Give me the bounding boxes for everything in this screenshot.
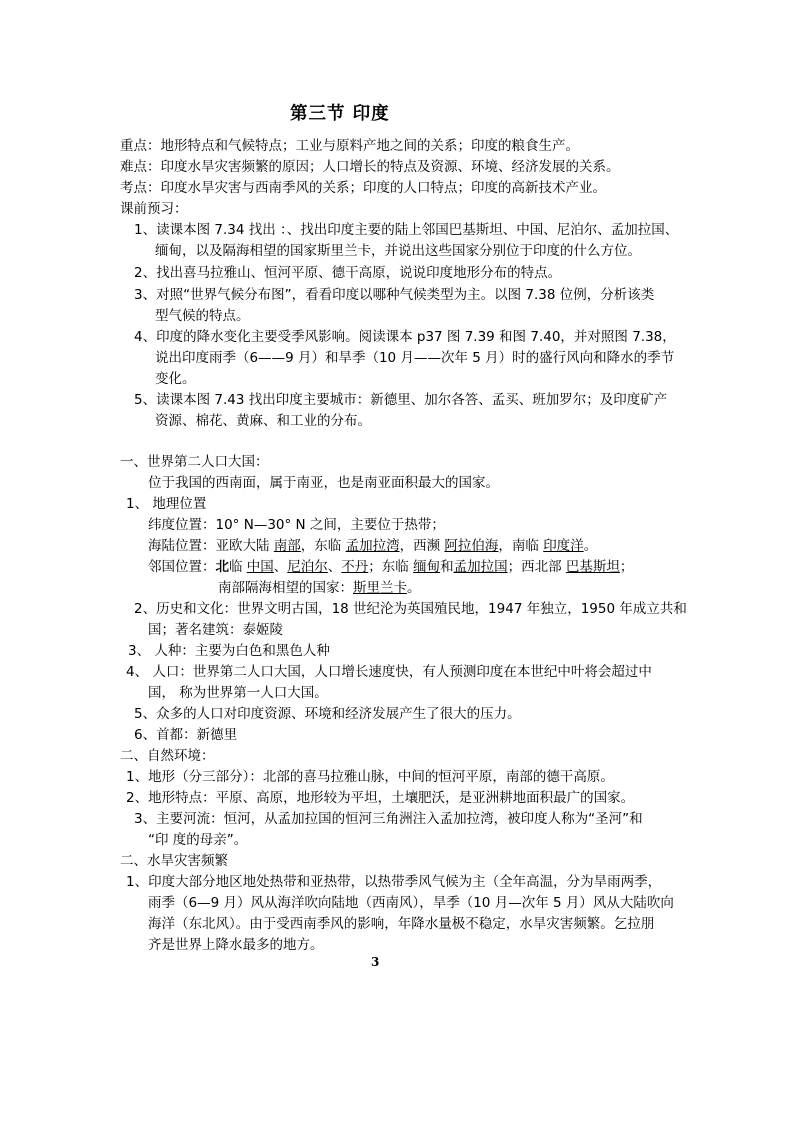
preview-item-3-line1: 3、对照“世界气候分布图”，看看印度以哪种气候类型为主。以图 7.38 位例，分析该类 — [134, 287, 655, 303]
underlined-south: 南部 — [273, 538, 301, 554]
preview-item-3-line2: 型气候的特点。 — [155, 308, 250, 324]
preview-item-1-line2: 缅甸，以及隔海相望的国家斯里兰卡，并说出这些国家分别位于印度的什么方位。 — [155, 243, 641, 259]
page-number: 3 — [371, 955, 380, 969]
section1-heading: 一、世界第二人口大国： — [120, 454, 269, 470]
underlined-arabian-sea: 阿拉伯海 — [444, 538, 499, 554]
preview-item-4-line1: 4、印度的降水变化主要受季风影响。阅读课本 p37 图 7.39 和图 7.40，并对照图 7.38， — [134, 329, 676, 345]
terrain: 1、地形（分三部分）：北部的喜马拉雅山脉，中间的恒河平原，南部的德干高原。 — [126, 769, 614, 785]
population-pressure: 5、众多的人口对印度资源、环境和经济发展产生了很大的压力。 — [134, 706, 521, 722]
page-title: 第三节 印度 — [290, 104, 390, 124]
underlined-pakistan: 巴基斯坦 — [565, 559, 620, 575]
disaster-line1: 1、印度大部分地区地处热带和亚热带，以热带季风气候为主（全年高温，分为旱雨两季， — [126, 874, 662, 890]
sea-land-location: 海陆位置：亚欧大陆 南部，东临 孟加拉湾，西濒 阿拉伯海，南临 印度洋。 — [148, 538, 598, 554]
difficult-points: 难点：印度水旱灾害频繁的原因；人口增长的特点及资源、环境、经济发展的关系。 — [120, 159, 620, 175]
underlined-china: 中国 — [246, 559, 274, 575]
neighbor-location: 邻国位置：北临 中国、尼泊尔、不丹；东临 缅甸和孟加拉国；西北部 巴基斯坦； — [148, 559, 634, 575]
terrain-features: 2、地形特点：平原、高原，地形较为平坦，土壤肥沃，是亚洲耕地面积最广的国家。 — [126, 790, 635, 806]
underlined-bay-of-bengal: 孟加拉湾 — [345, 538, 400, 554]
underlined-bangladesh: 孟加拉国 — [453, 559, 508, 575]
exam-points: 考点：印度水旱灾害与西南季风的关系；印度的人口特点；印度的高新技术产业。 — [120, 180, 606, 196]
underlined-nepal: 尼泊尔 — [287, 559, 328, 575]
latitude-location: 纬度位置：10° N—30° N 之间，主要位于热带； — [148, 517, 445, 533]
population-line1: 4、 人口：世界第二人口大国，人口增长速度快，有人预测印度在本世纪中叶将会超过中 — [126, 664, 652, 680]
history-line2: 国；著名建筑：泰姬陵 — [148, 622, 283, 638]
underlined-bhutan: 不丹 — [341, 559, 369, 575]
disaster-line3: 海洋（东北风）。由于受西南季风的影响，年降水量极不稳定，水旱灾害频繁。乞拉朋 — [148, 916, 655, 932]
preview-item-1-line1: 1、读课本图 7.34 找出 ：、找出印度主要的陆上邻国巴基斯坦、中国、尼泊尔、孟加拉国、 — [134, 222, 679, 238]
river-line1: 3、主要河流：恒河，从孟加拉国的恒河三角洲注入孟加拉湾，被印度人称为“圣河”和 — [134, 811, 643, 827]
capital: 6、首都：新德里 — [134, 727, 238, 743]
section1-intro: 位于我国的西南面，属于南亚，也是南亚面积最大的国家。 — [148, 475, 499, 491]
race: 3、 人种：主要为白色和黑色人种 — [128, 643, 330, 659]
preview-item-4-line3: 变化。 — [155, 371, 196, 387]
underlined-myanmar: 缅甸 — [413, 559, 441, 575]
preview-item-5-line2: 资源、棉花、黄麻、和工业的分布。 — [155, 413, 371, 429]
underlined-indian-ocean: 印度洋 — [543, 538, 584, 554]
population-line2: 国， 称为世界第一人口大国。 — [148, 685, 328, 701]
key-points: 重点：地形特点和气候特点；工业与原料产地之间的关系；印度的粮食生产。 — [120, 138, 579, 154]
section3-heading: 二、水旱灾害频繁 — [120, 853, 228, 869]
preview-item-5-line1: 5、读课本图 7.43 找出印度主要城市：新德里、加尔各答、孟买、班加罗尔；及印度矿产 — [134, 392, 668, 408]
disaster-line2: 雨季（6—9 月）风从海洋吹向陆地（西南风），旱季（10 月—次年 5 月）风从大陆吹向 — [148, 895, 674, 911]
section2-heading: 二、自然环境： — [120, 748, 215, 764]
river-line2: “印 度的母亲”。 — [148, 832, 248, 848]
preview-heading: 课前预习： — [120, 201, 188, 217]
history-line1: 2、历史和文化：世界文明古国，18 世纪沦为英国殖民地，1947 年独立，1950 年成立共和 — [134, 601, 687, 617]
disaster-line4: 齐是世界上降水最多的地方。 — [148, 937, 324, 953]
geo-location-heading: 1、 地理位置 — [126, 496, 207, 512]
preview-item-4-line2: 说出印度雨季（6——9 月）和旱季（10 月——次年 5 月）时的盛行风向和降水的季节 — [155, 350, 675, 366]
preview-item-2-line1: 2、找出喜马拉雅山、恒河平原、德干高原，说说印度地形分布的特点。 — [134, 265, 562, 281]
south-sea-neighbor: 南部隔海相望的国家：斯里兰卡。 — [218, 580, 421, 596]
underlined-sri-lanka: 斯里兰卡 — [353, 580, 407, 596]
